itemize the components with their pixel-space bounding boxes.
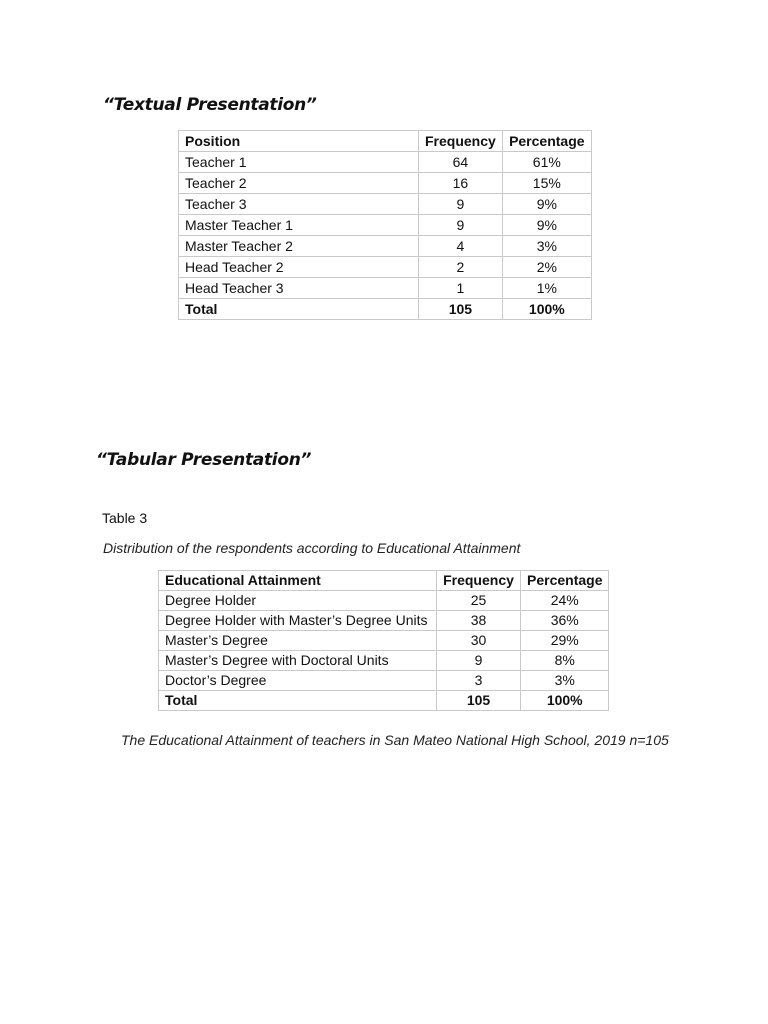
position-cell: Master Teacher 1 (179, 215, 419, 236)
position-cell: Master Teacher 2 (179, 236, 419, 257)
column-header-frequency: Frequency (419, 131, 503, 152)
position-cell: Teacher 1 (179, 152, 419, 173)
total-percentage-cell: 100% (521, 691, 609, 711)
position-cell: Head Teacher 2 (179, 257, 419, 278)
frequency-cell: 64 (419, 152, 503, 173)
percentage-cell: 15% (502, 173, 591, 194)
column-header-frequency: Frequency (437, 571, 521, 591)
frequency-cell: 3 (437, 671, 521, 691)
textual-presentation-heading: “Textual Presentation” (103, 95, 317, 115)
percentage-cell: 36% (521, 611, 609, 631)
total-frequency-cell: 105 (419, 299, 503, 320)
table-row (159, 591, 609, 611)
position-cell: Head Teacher 3 (179, 278, 419, 299)
table-total-row (159, 691, 609, 711)
table-row (179, 236, 592, 257)
total-label-cell: Total (159, 691, 437, 711)
percentage-cell: 3% (502, 236, 591, 257)
total-label-cell: Total (179, 299, 419, 320)
percentage-cell: 8% (521, 651, 609, 671)
educational-attainment-table (158, 570, 609, 711)
frequency-cell: 16 (419, 173, 503, 194)
table-row (179, 194, 592, 215)
column-header-educational-attainment: Educational Attainment (159, 571, 437, 591)
percentage-cell: 2% (502, 257, 591, 278)
table-row (159, 651, 609, 671)
percentage-cell: 24% (521, 591, 609, 611)
attainment-cell: Degree Holder (159, 591, 437, 611)
column-header-percentage: Percentage (502, 131, 591, 152)
percentage-cell: 9% (502, 215, 591, 236)
table-row (179, 152, 592, 173)
frequency-cell: 25 (437, 591, 521, 611)
table-caption: Distribution of the respondents according to Educational Attainment (103, 540, 521, 556)
table-row (179, 257, 592, 278)
percentage-cell: 9% (502, 194, 591, 215)
percentage-cell: 29% (521, 631, 609, 651)
attainment-cell: Degree Holder with Master’s Degree Units (159, 611, 437, 631)
table-row (179, 215, 592, 236)
attainment-cell: Master’s Degree (159, 631, 437, 651)
frequency-cell: 2 (419, 257, 503, 278)
total-frequency-cell: 105 (437, 691, 521, 711)
frequency-cell: 4 (419, 236, 503, 257)
column-header-position: Position (179, 131, 419, 152)
attainment-cell: Doctor’s Degree (159, 671, 437, 691)
table-header-row (179, 131, 592, 152)
position-frequency-table (178, 130, 592, 320)
frequency-cell: 9 (419, 194, 503, 215)
frequency-cell: 9 (437, 651, 521, 671)
percentage-cell: 1% (502, 278, 591, 299)
tabular-presentation-heading: “Tabular Presentation” (96, 450, 312, 470)
position-cell: Teacher 2 (179, 173, 419, 194)
table-row (179, 173, 592, 194)
position-cell: Teacher 3 (179, 194, 419, 215)
table-total-row (179, 299, 592, 320)
frequency-cell: 9 (419, 215, 503, 236)
table-header-row (159, 571, 609, 591)
table-row (159, 631, 609, 651)
table-footnote: The Educational Attainment of teachers in San Mateo National High School, 2019 n=105 (121, 732, 669, 748)
frequency-cell: 38 (437, 611, 521, 631)
percentage-cell: 61% (502, 152, 591, 173)
table-row (179, 278, 592, 299)
table-number-label: Table 3 (102, 510, 148, 526)
attainment-cell: Master’s Degree with Doctoral Units (159, 651, 437, 671)
table-row (159, 611, 609, 631)
frequency-cell: 30 (437, 631, 521, 651)
column-header-percentage: Percentage (521, 571, 609, 591)
frequency-cell: 1 (419, 278, 503, 299)
percentage-cell: 3% (521, 671, 609, 691)
total-percentage-cell: 100% (502, 299, 591, 320)
table-row (159, 671, 609, 691)
